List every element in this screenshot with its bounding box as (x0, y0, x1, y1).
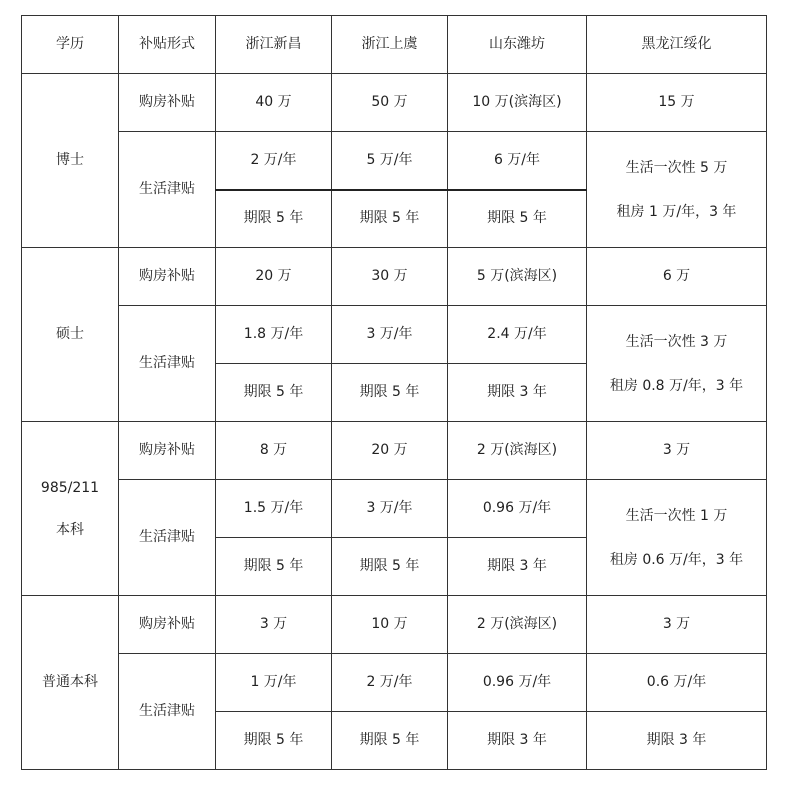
header-city-suihua: 黑龙江绥化 (587, 16, 767, 74)
degree-cell (22, 422, 119, 596)
header-city-xinchang: 浙江新昌 (216, 16, 332, 74)
living-amount: 0.96 万/年 (448, 654, 587, 712)
living-amount: 0.96 万/年 (448, 480, 587, 538)
header-city-shangyu: 浙江上虞 (332, 16, 448, 74)
housing-value: 30 万 (332, 248, 448, 306)
housing-value: 10 万(滨海区) (448, 74, 587, 132)
living-amount: 3 万/年 (332, 306, 448, 364)
suihua-living-line: 生活一次性 1 万 (625, 507, 728, 524)
living-term: 期限 5 年 (332, 538, 448, 596)
form-cell: 购房补贴 (119, 596, 216, 654)
header-form: 补贴形式 (119, 16, 216, 74)
living-amount: 5 万/年 (332, 132, 448, 190)
table-row (22, 74, 767, 132)
form-cell: 生活津贴 (119, 654, 216, 770)
housing-value: 20 万 (332, 422, 448, 480)
housing-value: 8 万 (216, 422, 332, 480)
degree-label: 985/211 (40, 479, 100, 496)
housing-value: 2 万(滨海区) (448, 596, 587, 654)
housing-value: 3 万 (216, 596, 332, 654)
table-row (22, 306, 767, 364)
suihua-living-line: 租房 0.6 万/年，3 年 (609, 551, 744, 568)
form-cell: 生活津贴 (119, 132, 216, 248)
living-amount: 1 万/年 (216, 654, 332, 712)
degree-cell (22, 74, 119, 248)
table-row (22, 248, 767, 306)
housing-value: 20 万 (216, 248, 332, 306)
living-amount: 1.8 万/年 (216, 306, 332, 364)
living-term: 期限 5 年 (332, 364, 448, 422)
suihua-living-cell (587, 480, 767, 596)
form-cell: 购房补贴 (119, 248, 216, 306)
table-row (22, 654, 767, 712)
housing-value: 2 万(滨海区) (448, 422, 587, 480)
suihua-living-line: 生活一次性 3 万 (625, 333, 728, 350)
living-term: 期限 5 年 (216, 364, 332, 422)
living-term: 期限 5 年 (216, 712, 332, 770)
living-amount: 6 万/年 (448, 132, 587, 190)
living-term: 期限 5 年 (448, 190, 587, 248)
header-education: 学历 (22, 16, 119, 74)
header-row (22, 16, 767, 74)
suihua-living-cell (587, 306, 767, 422)
housing-value: 3 万 (587, 596, 767, 654)
housing-value: 3 万 (587, 422, 767, 480)
degree-cell (22, 596, 119, 770)
degree-label: 普通本科 (42, 674, 98, 691)
table-row (22, 132, 767, 190)
form-cell: 生活津贴 (119, 480, 216, 596)
living-amount: 2 万/年 (216, 132, 332, 190)
living-amount: 2 万/年 (332, 654, 448, 712)
living-term: 期限 5 年 (216, 538, 332, 596)
housing-value: 15 万 (587, 74, 767, 132)
living-term: 期限 5 年 (216, 190, 332, 248)
suihua-living-cell (587, 132, 767, 248)
suihua-living-line: 生活一次性 5 万 (625, 159, 728, 176)
table-row (22, 422, 767, 480)
degree-label: 硕士 (56, 326, 84, 343)
living-term: 期限 5 年 (332, 712, 448, 770)
living-term: 期限 5 年 (332, 190, 448, 248)
living-term: 期限 3 年 (448, 538, 587, 596)
table-row (22, 480, 767, 538)
subsidy-table (21, 15, 767, 770)
housing-value: 10 万 (332, 596, 448, 654)
header-city-weifang: 山东潍坊 (448, 16, 587, 74)
degree-cell (22, 248, 119, 422)
suihua-living-line: 租房 1 万/年，3 年 (616, 203, 737, 220)
housing-value: 40 万 (216, 74, 332, 132)
living-term: 期限 3 年 (448, 364, 587, 422)
living-amount: 0.6 万/年 (587, 654, 767, 712)
form-cell: 生活津贴 (119, 306, 216, 422)
living-amount: 2.4 万/年 (448, 306, 587, 364)
suihua-living-line: 租房 0.8 万/年，3 年 (609, 377, 744, 394)
housing-value: 5 万(滨海区) (448, 248, 587, 306)
living-term: 期限 3 年 (448, 712, 587, 770)
form-cell: 购房补贴 (119, 74, 216, 132)
housing-value: 50 万 (332, 74, 448, 132)
form-cell: 购房补贴 (119, 422, 216, 480)
living-amount: 3 万/年 (332, 480, 448, 538)
living-amount: 1.5 万/年 (216, 480, 332, 538)
degree-label: 博士 (56, 152, 84, 169)
table-row (22, 596, 767, 654)
living-term: 期限 3 年 (587, 712, 767, 770)
degree-label: 本科 (56, 521, 84, 538)
housing-value: 6 万 (587, 248, 767, 306)
